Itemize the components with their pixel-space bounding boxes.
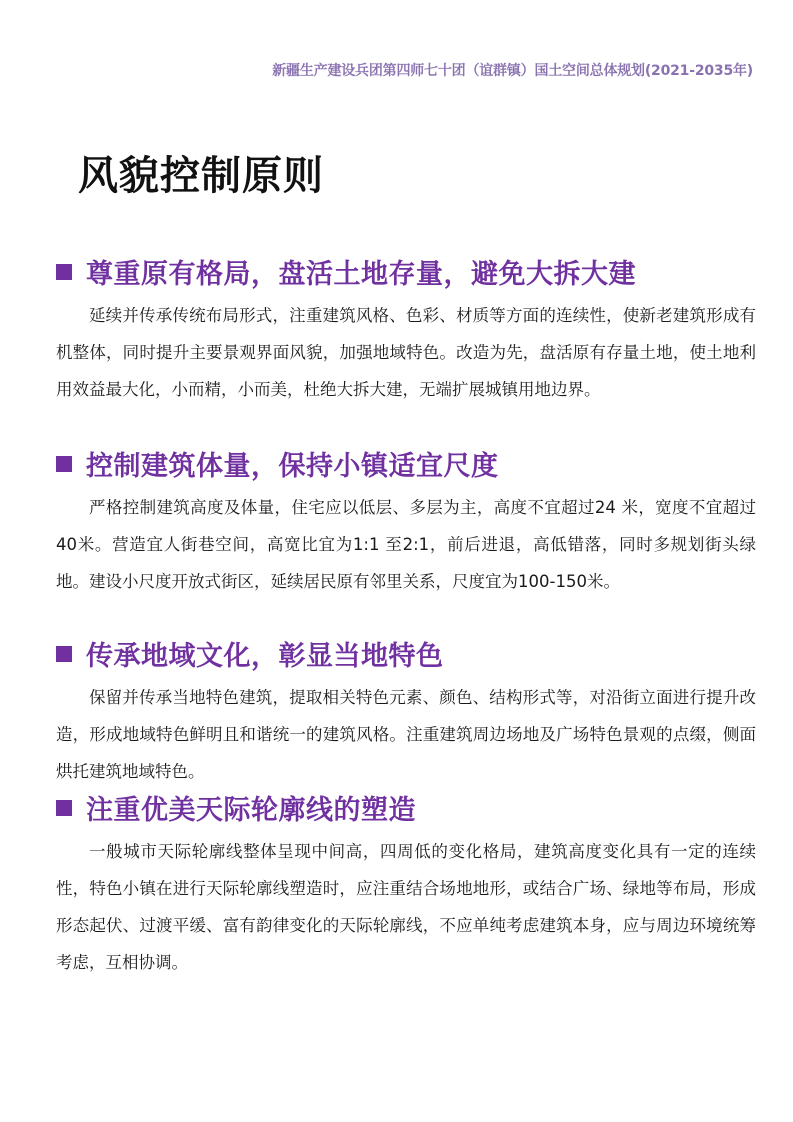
section-control-volume	[56, 444, 756, 600]
section-heading-text: 传承地域文化，彰显当地特色	[86, 641, 444, 672]
section-paragraph: 保留并传承当地特色建筑，提取相关特色元素、颜色、结构形式等，对沿街立面进行提升改造，形成地域特色鲜明且和谐统一的建筑风格。注重建筑周边场地及广场特色景观的点缀，侧面烘托建筑地域特色。	[56, 688, 756, 781]
section-heading	[56, 634, 756, 673]
section-respect-layout	[56, 252, 756, 408]
document-header-title: 新疆生产建设兵团第四师七十团（谊群镇）国土空间总体规划(2021-2035年)	[272, 63, 753, 79]
section-skyline	[56, 788, 756, 981]
square-bullet-icon	[56, 646, 72, 662]
section-heading-text: 注重优美天际轮廓线的塑造	[86, 795, 416, 826]
section-paragraph: 一般城市天际轮廓线整体呈现中间高，四周低的变化格局，建筑高度变化具有一定的连续性，特色小镇在进行天际轮廓线塑造时，应注重结合场地地形，或结合广场、绿地等布局，形成形态起伏、过渡平缓、富有韵律变化的天际轮廓线，不应单纯考虑建筑本身，应与周边环境统筹考虑，互相协调。	[56, 842, 756, 972]
square-bullet-icon	[56, 456, 72, 472]
square-bullet-icon	[56, 264, 72, 280]
square-bullet-icon	[56, 800, 72, 816]
section-heading	[56, 252, 756, 291]
section-inherit-culture	[56, 634, 756, 790]
page-title: 风貌控制原则	[78, 153, 324, 199]
section-heading-text: 尊重原有格局，盘活土地存量，避免大拆大建	[86, 259, 636, 290]
section-paragraph: 严格控制建筑高度及体量，住宅应以低层、多层为主，高度不宜超过24 米，宽度不宜超过40米。营造宜人街巷空间，高宽比宜为1:1 至2:1，前后进退，高低错落，同时多规划街头绿地。建设小尺度开放式街区，延续居民原有邻里关系，尺度宜为100-150米。	[56, 498, 756, 591]
section-heading-text: 控制建筑体量，保持小镇适宜尺度	[86, 451, 499, 482]
section-paragraph: 延续并传承传统布局形式，注重建筑风格、色彩、材质等方面的连续性，使新老建筑形成有机整体，同时提升主要景观界面风貌，加强地域特色。改造为先，盘活原有存量土地，使土地利用效益最大化，小而精，小而美，杜绝大拆大建，无端扩展城镇用地边界。	[56, 306, 756, 399]
section-heading	[56, 444, 756, 483]
section-heading	[56, 788, 756, 827]
